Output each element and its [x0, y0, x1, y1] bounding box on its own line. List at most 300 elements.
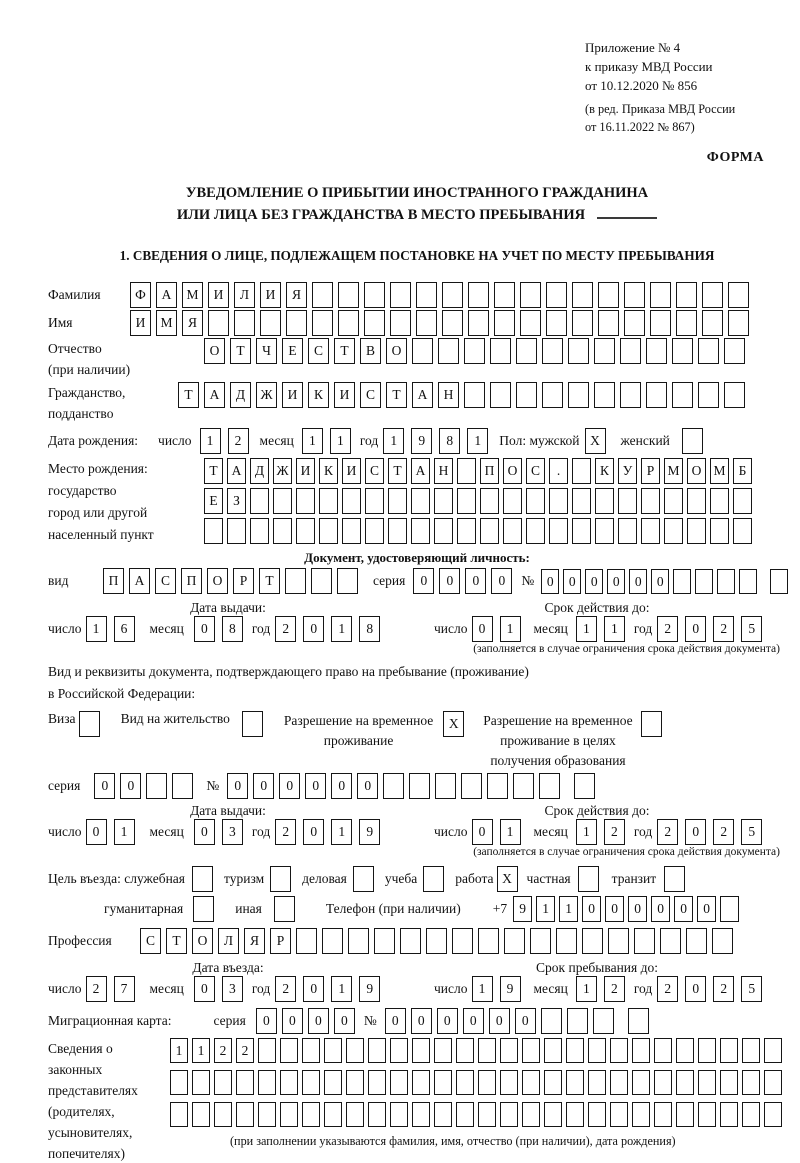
- form-cell[interactable]: [539, 773, 560, 799]
- form-cell[interactable]: М: [156, 310, 177, 336]
- form-cell[interactable]: [296, 928, 317, 954]
- form-cell[interactable]: [544, 1038, 562, 1063]
- form-cell[interactable]: 0: [357, 773, 378, 799]
- form-cell[interactable]: [546, 310, 567, 336]
- form-cell[interactable]: [208, 310, 229, 336]
- form-cell[interactable]: [285, 568, 306, 594]
- form-cell[interactable]: О: [386, 338, 407, 364]
- form-cell[interactable]: [634, 928, 655, 954]
- form-cell[interactable]: Т: [204, 458, 223, 484]
- form-cell[interactable]: 1: [576, 819, 597, 845]
- form-cell[interactable]: Т: [386, 382, 407, 408]
- form-cell[interactable]: 8: [439, 428, 460, 454]
- form-cell[interactable]: 2: [214, 1038, 232, 1063]
- form-cell[interactable]: [457, 458, 476, 484]
- form-cell[interactable]: 1: [331, 819, 352, 845]
- form-cell[interactable]: [610, 1070, 628, 1095]
- form-cell[interactable]: [632, 1038, 650, 1063]
- form-cell[interactable]: [280, 1038, 298, 1063]
- form-cell[interactable]: [368, 1070, 386, 1095]
- form-cell[interactable]: [192, 1102, 210, 1127]
- form-cell[interactable]: [250, 518, 269, 544]
- form-cell[interactable]: [522, 1102, 540, 1127]
- form-cell[interactable]: [478, 1070, 496, 1095]
- form-cell[interactable]: [620, 382, 641, 408]
- form-cell[interactable]: В: [360, 338, 381, 364]
- form-cell[interactable]: С: [308, 338, 329, 364]
- form-cell[interactable]: Я: [286, 282, 307, 308]
- form-cell[interactable]: [296, 488, 315, 514]
- form-cell[interactable]: [660, 928, 681, 954]
- form-cell[interactable]: [480, 518, 499, 544]
- form-cell[interactable]: [280, 1070, 298, 1095]
- form-cell[interactable]: Р: [270, 928, 291, 954]
- form-cell[interactable]: А: [227, 458, 246, 484]
- form-cell[interactable]: [672, 338, 693, 364]
- form-cell[interactable]: 2: [713, 616, 734, 642]
- form-cell[interactable]: Л: [218, 928, 239, 954]
- form-cell[interactable]: П: [181, 568, 202, 594]
- form-cell[interactable]: [388, 488, 407, 514]
- form-cell[interactable]: [682, 428, 703, 454]
- form-cell[interactable]: [236, 1070, 254, 1095]
- form-cell[interactable]: [595, 518, 614, 544]
- form-cell[interactable]: Д: [250, 458, 269, 484]
- form-cell[interactable]: [374, 928, 395, 954]
- form-cell[interactable]: 0: [628, 896, 647, 922]
- form-cell[interactable]: [712, 928, 733, 954]
- form-cell[interactable]: [739, 569, 757, 594]
- form-cell[interactable]: 9: [411, 428, 432, 454]
- form-cell[interactable]: [500, 1038, 518, 1063]
- form-cell[interactable]: 0: [94, 773, 115, 799]
- form-cell[interactable]: [170, 1070, 188, 1095]
- form-cell[interactable]: [480, 488, 499, 514]
- form-cell[interactable]: [435, 773, 456, 799]
- form-cell[interactable]: [461, 773, 482, 799]
- form-cell[interactable]: К: [595, 458, 614, 484]
- form-cell[interactable]: [593, 1008, 614, 1034]
- form-cell[interactable]: [698, 1038, 716, 1063]
- form-cell[interactable]: 8: [222, 616, 243, 642]
- form-cell[interactable]: И: [130, 310, 151, 336]
- form-cell[interactable]: [664, 518, 683, 544]
- form-cell[interactable]: 0: [489, 1008, 510, 1034]
- form-cell[interactable]: 2: [228, 428, 249, 454]
- form-cell[interactable]: А: [412, 382, 433, 408]
- form-cell[interactable]: [504, 928, 525, 954]
- form-cell[interactable]: [676, 1038, 694, 1063]
- form-cell[interactable]: К: [308, 382, 329, 408]
- form-cell[interactable]: [764, 1038, 782, 1063]
- form-cell[interactable]: [542, 338, 563, 364]
- form-cell[interactable]: О: [207, 568, 228, 594]
- form-cell[interactable]: [728, 310, 749, 336]
- form-cell[interactable]: 2: [657, 616, 678, 642]
- form-cell[interactable]: О: [503, 458, 522, 484]
- form-cell[interactable]: [383, 773, 404, 799]
- form-cell[interactable]: 0: [331, 773, 352, 799]
- form-cell[interactable]: [296, 518, 315, 544]
- form-cell[interactable]: [710, 488, 729, 514]
- form-cell[interactable]: [468, 282, 489, 308]
- form-cell[interactable]: X: [443, 711, 464, 737]
- form-cell[interactable]: 9: [359, 976, 380, 1002]
- form-cell[interactable]: [258, 1070, 276, 1095]
- form-cell[interactable]: [618, 488, 637, 514]
- form-cell[interactable]: [311, 568, 332, 594]
- form-cell[interactable]: [364, 310, 385, 336]
- form-cell[interactable]: [412, 1070, 430, 1095]
- form-cell[interactable]: 0: [437, 1008, 458, 1034]
- form-cell[interactable]: [250, 488, 269, 514]
- form-cell[interactable]: [687, 488, 706, 514]
- form-cell[interactable]: [513, 773, 534, 799]
- form-cell[interactable]: Я: [244, 928, 265, 954]
- form-cell[interactable]: [566, 1102, 584, 1127]
- form-cell[interactable]: 1: [330, 428, 351, 454]
- form-cell[interactable]: [390, 1070, 408, 1095]
- form-cell[interactable]: 1: [500, 819, 521, 845]
- form-cell[interactable]: [624, 310, 645, 336]
- form-cell[interactable]: [390, 282, 411, 308]
- form-cell[interactable]: [434, 1038, 452, 1063]
- form-cell[interactable]: Т: [259, 568, 280, 594]
- form-cell[interactable]: [411, 488, 430, 514]
- form-cell[interactable]: [324, 1070, 342, 1095]
- form-cell[interactable]: 0: [194, 976, 215, 1002]
- form-cell[interactable]: [273, 518, 292, 544]
- form-cell[interactable]: [260, 310, 281, 336]
- form-cell[interactable]: 0: [411, 1008, 432, 1034]
- form-cell[interactable]: [302, 1038, 320, 1063]
- form-cell[interactable]: И: [342, 458, 361, 484]
- form-cell[interactable]: 0: [472, 819, 493, 845]
- form-cell[interactable]: 0: [607, 569, 625, 594]
- form-cell[interactable]: 5: [741, 819, 762, 845]
- form-cell[interactable]: [728, 282, 749, 308]
- form-cell[interactable]: 1: [559, 896, 578, 922]
- form-cell[interactable]: 1: [192, 1038, 210, 1063]
- form-cell[interactable]: К: [319, 458, 338, 484]
- form-cell[interactable]: [442, 282, 463, 308]
- form-cell[interactable]: [346, 1038, 364, 1063]
- form-cell[interactable]: 0: [303, 616, 324, 642]
- form-cell[interactable]: [170, 1102, 188, 1127]
- form-cell[interactable]: 0: [515, 1008, 536, 1034]
- form-cell[interactable]: [720, 896, 739, 922]
- form-cell[interactable]: [720, 1102, 738, 1127]
- form-cell[interactable]: 0: [308, 1008, 329, 1034]
- form-cell[interactable]: [368, 1038, 386, 1063]
- form-cell[interactable]: [274, 896, 295, 922]
- form-cell[interactable]: [646, 338, 667, 364]
- form-cell[interactable]: [456, 1102, 474, 1127]
- form-cell[interactable]: [503, 518, 522, 544]
- form-cell[interactable]: 1: [114, 819, 135, 845]
- form-cell[interactable]: [442, 310, 463, 336]
- form-cell[interactable]: 0: [439, 568, 460, 594]
- form-cell[interactable]: А: [129, 568, 150, 594]
- form-cell[interactable]: И: [260, 282, 281, 308]
- form-cell[interactable]: [687, 518, 706, 544]
- form-cell[interactable]: [520, 282, 541, 308]
- form-cell[interactable]: [487, 773, 508, 799]
- form-cell[interactable]: 0: [256, 1008, 277, 1034]
- form-cell[interactable]: [572, 518, 591, 544]
- form-cell[interactable]: [353, 866, 374, 892]
- form-cell[interactable]: Т: [166, 928, 187, 954]
- form-cell[interactable]: [434, 1070, 452, 1095]
- form-cell[interactable]: 0: [674, 896, 693, 922]
- form-cell[interactable]: 0: [194, 819, 215, 845]
- form-cell[interactable]: 1: [383, 428, 404, 454]
- form-cell[interactable]: Б: [733, 458, 752, 484]
- form-cell[interactable]: [494, 282, 515, 308]
- form-cell[interactable]: [598, 310, 619, 336]
- form-cell[interactable]: 0: [305, 773, 326, 799]
- form-cell[interactable]: [416, 310, 437, 336]
- form-cell[interactable]: [650, 310, 671, 336]
- form-cell[interactable]: [664, 488, 683, 514]
- form-cell[interactable]: 2: [713, 819, 734, 845]
- form-cell[interactable]: Ж: [273, 458, 292, 484]
- form-cell[interactable]: 5: [741, 976, 762, 1002]
- form-cell[interactable]: 3: [222, 819, 243, 845]
- form-cell[interactable]: П: [480, 458, 499, 484]
- form-cell[interactable]: 1: [302, 428, 323, 454]
- form-cell[interactable]: [338, 310, 359, 336]
- form-cell[interactable]: [400, 928, 421, 954]
- form-cell[interactable]: [286, 310, 307, 336]
- form-cell[interactable]: 0: [413, 568, 434, 594]
- form-cell[interactable]: П: [103, 568, 124, 594]
- form-cell[interactable]: [464, 382, 485, 408]
- form-cell[interactable]: [346, 1070, 364, 1095]
- form-cell[interactable]: 0: [685, 819, 706, 845]
- form-cell[interactable]: О: [204, 338, 225, 364]
- form-cell[interactable]: [258, 1102, 276, 1127]
- form-cell[interactable]: [516, 338, 537, 364]
- form-cell[interactable]: [676, 1070, 694, 1095]
- form-cell[interactable]: [426, 928, 447, 954]
- form-cell[interactable]: [146, 773, 167, 799]
- form-cell[interactable]: 2: [275, 616, 296, 642]
- form-cell[interactable]: [568, 382, 589, 408]
- form-cell[interactable]: 1: [331, 976, 352, 1002]
- form-cell[interactable]: 0: [194, 616, 215, 642]
- form-cell[interactable]: Р: [641, 458, 660, 484]
- form-cell[interactable]: [541, 1008, 562, 1034]
- form-cell[interactable]: [411, 518, 430, 544]
- form-cell[interactable]: 0: [120, 773, 141, 799]
- form-cell[interactable]: Т: [334, 338, 355, 364]
- form-cell[interactable]: 0: [491, 568, 512, 594]
- form-cell[interactable]: [478, 1038, 496, 1063]
- form-cell[interactable]: [503, 488, 522, 514]
- form-cell[interactable]: [686, 928, 707, 954]
- form-cell[interactable]: 2: [275, 819, 296, 845]
- form-cell[interactable]: [346, 1102, 364, 1127]
- form-cell[interactable]: [530, 928, 551, 954]
- form-cell[interactable]: [390, 1038, 408, 1063]
- form-cell[interactable]: [542, 382, 563, 408]
- form-cell[interactable]: Ч: [256, 338, 277, 364]
- form-cell[interactable]: [390, 1102, 408, 1127]
- form-cell[interactable]: [588, 1038, 606, 1063]
- form-cell[interactable]: [280, 1102, 298, 1127]
- form-cell[interactable]: 5: [741, 616, 762, 642]
- form-cell[interactable]: [342, 488, 361, 514]
- form-cell[interactable]: О: [687, 458, 706, 484]
- form-cell[interactable]: [322, 928, 343, 954]
- form-cell[interactable]: [412, 1038, 430, 1063]
- form-cell[interactable]: [588, 1070, 606, 1095]
- form-cell[interactable]: 0: [605, 896, 624, 922]
- form-cell[interactable]: 0: [463, 1008, 484, 1034]
- form-cell[interactable]: [500, 1070, 518, 1095]
- form-cell[interactable]: [672, 382, 693, 408]
- form-cell[interactable]: С: [140, 928, 161, 954]
- form-cell[interactable]: Т: [230, 338, 251, 364]
- form-cell[interactable]: [720, 1038, 738, 1063]
- form-cell[interactable]: [302, 1070, 320, 1095]
- form-cell[interactable]: 1: [536, 896, 555, 922]
- form-cell[interactable]: [456, 1070, 474, 1095]
- form-cell[interactable]: 0: [303, 819, 324, 845]
- form-cell[interactable]: [717, 569, 735, 594]
- form-cell[interactable]: [594, 382, 615, 408]
- form-cell[interactable]: [452, 928, 473, 954]
- form-cell[interactable]: [258, 1038, 276, 1063]
- form-cell[interactable]: [733, 488, 752, 514]
- form-cell[interactable]: X: [497, 866, 518, 892]
- form-cell[interactable]: 0: [279, 773, 300, 799]
- form-cell[interactable]: [544, 1102, 562, 1127]
- form-cell[interactable]: [724, 338, 745, 364]
- form-cell[interactable]: [641, 488, 660, 514]
- form-cell[interactable]: [588, 1102, 606, 1127]
- form-cell[interactable]: [302, 1102, 320, 1127]
- form-cell[interactable]: [364, 282, 385, 308]
- form-cell[interactable]: [764, 1102, 782, 1127]
- form-cell[interactable]: 7: [114, 976, 135, 1002]
- form-cell[interactable]: 1: [86, 616, 107, 642]
- form-cell[interactable]: [654, 1038, 672, 1063]
- form-cell[interactable]: 1: [467, 428, 488, 454]
- form-cell[interactable]: [624, 282, 645, 308]
- form-cell[interactable]: [438, 338, 459, 364]
- form-cell[interactable]: С: [365, 458, 384, 484]
- form-cell[interactable]: [641, 518, 660, 544]
- form-cell[interactable]: [610, 1102, 628, 1127]
- form-cell[interactable]: [434, 1102, 452, 1127]
- form-cell[interactable]: [572, 488, 591, 514]
- form-cell[interactable]: [412, 1102, 430, 1127]
- form-cell[interactable]: 2: [236, 1038, 254, 1063]
- form-cell[interactable]: [578, 866, 599, 892]
- form-cell[interactable]: 1: [200, 428, 221, 454]
- form-cell[interactable]: 3: [222, 976, 243, 1002]
- form-cell[interactable]: [702, 282, 723, 308]
- form-cell[interactable]: [342, 518, 361, 544]
- form-cell[interactable]: Е: [204, 488, 223, 514]
- form-cell[interactable]: [192, 1070, 210, 1095]
- form-cell[interactable]: [390, 310, 411, 336]
- form-cell[interactable]: И: [296, 458, 315, 484]
- form-cell[interactable]: [526, 488, 545, 514]
- form-cell[interactable]: 9: [500, 976, 521, 1002]
- form-cell[interactable]: [457, 488, 476, 514]
- form-cell[interactable]: [598, 282, 619, 308]
- form-cell[interactable]: [434, 518, 453, 544]
- form-cell[interactable]: 0: [334, 1008, 355, 1034]
- form-cell[interactable]: [522, 1070, 540, 1095]
- form-cell[interactable]: Н: [438, 382, 459, 408]
- form-cell[interactable]: 2: [86, 976, 107, 1002]
- form-cell[interactable]: [478, 928, 499, 954]
- form-cell[interactable]: [566, 1070, 584, 1095]
- form-cell[interactable]: [79, 711, 100, 737]
- form-cell[interactable]: С: [526, 458, 545, 484]
- form-cell[interactable]: 1: [331, 616, 352, 642]
- form-cell[interactable]: [324, 1038, 342, 1063]
- form-cell[interactable]: [673, 569, 691, 594]
- form-cell[interactable]: [710, 518, 729, 544]
- form-cell[interactable]: [172, 773, 193, 799]
- form-cell[interactable]: 0: [563, 569, 581, 594]
- form-cell[interactable]: [720, 1070, 738, 1095]
- form-cell[interactable]: Ж: [256, 382, 277, 408]
- form-cell[interactable]: И: [282, 382, 303, 408]
- form-cell[interactable]: С: [360, 382, 381, 408]
- form-cell[interactable]: 0: [651, 569, 669, 594]
- form-cell[interactable]: [546, 282, 567, 308]
- form-cell[interactable]: [764, 1070, 782, 1095]
- form-cell[interactable]: [620, 338, 641, 364]
- form-cell[interactable]: [409, 773, 430, 799]
- form-cell[interactable]: [234, 310, 255, 336]
- form-cell[interactable]: [549, 518, 568, 544]
- form-cell[interactable]: [500, 1102, 518, 1127]
- form-cell[interactable]: М: [664, 458, 683, 484]
- form-cell[interactable]: [698, 338, 719, 364]
- form-cell[interactable]: 8: [359, 616, 380, 642]
- form-cell[interactable]: [695, 569, 713, 594]
- form-cell[interactable]: [646, 382, 667, 408]
- form-cell[interactable]: 1: [604, 616, 625, 642]
- form-cell[interactable]: [698, 1102, 716, 1127]
- form-cell[interactable]: 0: [685, 976, 706, 1002]
- form-cell[interactable]: [572, 458, 591, 484]
- form-cell[interactable]: [742, 1038, 760, 1063]
- form-cell[interactable]: [270, 866, 291, 892]
- form-cell[interactable]: [618, 518, 637, 544]
- form-cell[interactable]: 0: [541, 569, 559, 594]
- form-cell[interactable]: [522, 1038, 540, 1063]
- form-cell[interactable]: 1: [472, 976, 493, 1002]
- form-cell[interactable]: [338, 282, 359, 308]
- form-cell[interactable]: [650, 282, 671, 308]
- form-cell[interactable]: [567, 1008, 588, 1034]
- form-cell[interactable]: 9: [513, 896, 532, 922]
- form-cell[interactable]: 0: [697, 896, 716, 922]
- form-cell[interactable]: [526, 518, 545, 544]
- form-cell[interactable]: [412, 338, 433, 364]
- form-cell[interactable]: 0: [227, 773, 248, 799]
- form-cell[interactable]: [319, 518, 338, 544]
- form-cell[interactable]: 0: [685, 616, 706, 642]
